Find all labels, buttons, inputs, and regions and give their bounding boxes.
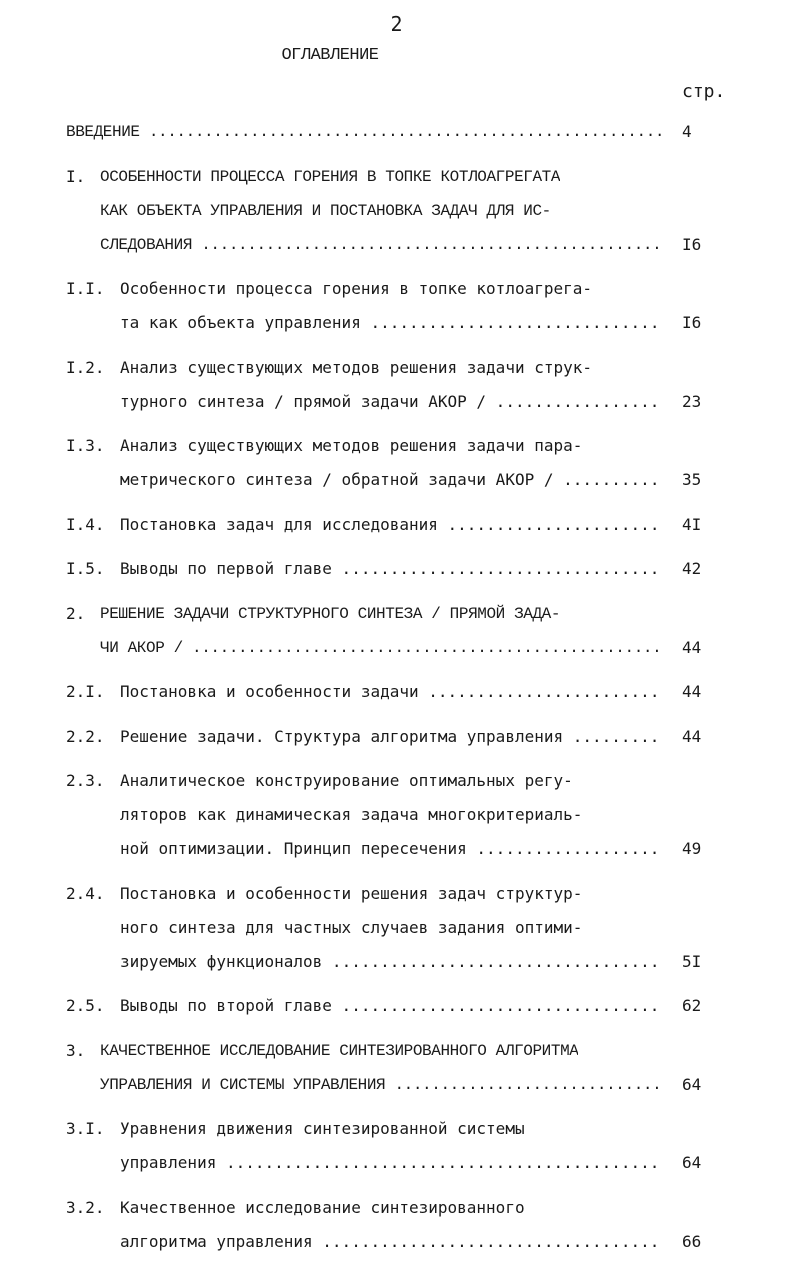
toc-entry-text bbox=[120, 1225, 661, 1259]
toc-entry-title: Анализ существующих методов решения задачи пара- bbox=[120, 436, 583, 455]
dot-leader bbox=[361, 313, 661, 332]
dot-leader bbox=[563, 727, 661, 746]
toc-entry-text bbox=[120, 989, 661, 1023]
toc-line bbox=[0, 597, 793, 631]
toc-entry-text bbox=[100, 631, 661, 665]
toc-entry-title: Выводы по второй главе bbox=[120, 996, 332, 1015]
toc-entry bbox=[0, 1112, 793, 1180]
toc-entry bbox=[0, 764, 793, 866]
toc-line bbox=[0, 631, 793, 665]
toc-entry-title: Постановка и особенности задачи bbox=[120, 682, 419, 701]
toc-page-number: I6 bbox=[682, 313, 702, 332]
toc-entry-text bbox=[120, 832, 661, 866]
toc-line bbox=[0, 1034, 793, 1068]
toc-entry bbox=[0, 508, 793, 542]
toc-entry bbox=[0, 272, 793, 340]
toc-entry-title: КАК ОБЪЕКТА УПРАВЛЕНИЯ И ПОСТАНОВКА ЗАДАЧ ДЛЯ ИС- bbox=[100, 201, 551, 220]
toc-entry-title: зируемых функционалов bbox=[120, 951, 323, 971]
toc-line bbox=[0, 351, 793, 385]
toc-page-number: 62 bbox=[682, 996, 702, 1015]
toc-entry-text bbox=[120, 675, 661, 709]
toc-page-number: 66 bbox=[682, 1231, 702, 1251]
toc-entry-title: Анализ существующих методов решения задачи струк- bbox=[120, 357, 593, 377]
page-number: 2 bbox=[390, 12, 403, 36]
toc-entry-text bbox=[120, 911, 582, 945]
toc-entry-title: КАЧЕСТВЕННОЕ ИССЛЕДОВАНИЕ СИНТЕЗИРОВАННОГО АЛГОРИТМА bbox=[100, 1041, 579, 1060]
toc-page-number: I6 bbox=[682, 234, 702, 254]
toc-entry-title: та как объекта управления bbox=[120, 313, 361, 332]
toc-entry-title: управления bbox=[120, 1153, 217, 1172]
toc-entry-title: Качественное исследование синтезированного bbox=[120, 1197, 525, 1217]
toc-entry-number: I.3. bbox=[66, 436, 105, 455]
dot-leader bbox=[192, 236, 661, 254]
toc-entry-number: 2. bbox=[66, 603, 86, 623]
toc-line bbox=[0, 911, 793, 945]
toc-entry-title: ной оптимизации. Принцип пересечения bbox=[120, 839, 467, 858]
toc-page-number: 42 bbox=[682, 559, 702, 578]
toc-page-number: 23 bbox=[682, 391, 702, 411]
toc-entry-title: РЕШЕНИЕ ЗАДАЧИ СТРУКТУРНОГО СИНТЕЗА / ПРЯМОЙ ЗАДА- bbox=[100, 604, 561, 623]
toc-entry-title: турного синтеза / прямой задачи АКОР / bbox=[120, 391, 487, 411]
toc-line bbox=[0, 945, 793, 979]
toc-line bbox=[0, 306, 793, 340]
toc-entry bbox=[0, 115, 793, 149]
toc-entry-number: 3.2. bbox=[66, 1197, 105, 1217]
dot-leader bbox=[385, 1076, 661, 1094]
toc-page-number: 49 bbox=[682, 839, 702, 858]
toc-entry-title: ОСОБЕННОСТИ ПРОЦЕССА ГОРЕНИЯ В ТОПКЕ КОТЛОАГРЕГАТА bbox=[100, 167, 561, 186]
toc-entry-title: УПРАВЛЕНИЯ И СИСТЕМЫ УПРАВЛЕНИЯ bbox=[100, 1075, 386, 1094]
toc-entry-text bbox=[120, 552, 661, 586]
toc-line bbox=[0, 1146, 793, 1180]
toc-line bbox=[0, 385, 793, 419]
toc-entry-text bbox=[120, 1112, 525, 1146]
dot-leader bbox=[553, 470, 661, 489]
toc-entry-text bbox=[100, 1068, 661, 1102]
toc-line bbox=[0, 194, 793, 228]
toc-entry-number: 2.2. bbox=[66, 726, 105, 746]
toc-line bbox=[0, 272, 793, 306]
dot-leader bbox=[140, 123, 661, 141]
dot-leader bbox=[438, 515, 661, 534]
toc-entry-text bbox=[120, 463, 661, 497]
toc-page-number: 44 bbox=[682, 726, 702, 746]
toc-line bbox=[0, 1225, 793, 1259]
toc-entry-text bbox=[120, 272, 592, 306]
toc-entry-text bbox=[120, 1191, 525, 1225]
toc-entry-text bbox=[100, 1034, 578, 1068]
toc-entry bbox=[0, 1191, 793, 1259]
toc-line bbox=[0, 877, 793, 911]
toc-entry-number: I.2. bbox=[66, 357, 105, 377]
toc-page-number: 64 bbox=[682, 1153, 702, 1172]
toc-line bbox=[0, 1191, 793, 1225]
toc-entry-number: 2.3. bbox=[66, 771, 105, 790]
toc-line bbox=[0, 160, 793, 194]
toc-entry bbox=[0, 351, 793, 419]
toc-line bbox=[0, 115, 793, 149]
toc-entry-text bbox=[120, 798, 582, 832]
toc-entry-text bbox=[120, 1146, 661, 1180]
dot-leader bbox=[216, 1153, 661, 1172]
toc-entry bbox=[0, 597, 793, 665]
toc-entry-text bbox=[100, 597, 560, 631]
page-title: ОГЛАВЛЕНИЕ bbox=[281, 46, 379, 65]
toc-entry-title: алгоритма управления bbox=[120, 1231, 313, 1251]
dot-leader bbox=[419, 682, 661, 701]
toc-entry-number: 3. bbox=[66, 1040, 86, 1060]
toc-entry-title: ляторов как динамическая задача многокритериаль- bbox=[120, 805, 583, 824]
toc-entry-text bbox=[100, 228, 661, 262]
toc-entry-title: СЛЕДОВАНИЯ bbox=[100, 235, 193, 254]
toc-entry-text bbox=[120, 429, 582, 463]
toc-entry-title: ного синтеза для частных случаев задания оптими- bbox=[120, 917, 583, 937]
toc-entry-number: 3.I. bbox=[66, 1119, 105, 1138]
toc-entry-title: Уравнения движения синтезированной системы bbox=[120, 1119, 525, 1138]
toc-entry-title: Аналитическое конструирование оптимальных регу- bbox=[120, 771, 573, 790]
toc-entry bbox=[0, 1034, 793, 1102]
toc-entry-text bbox=[120, 508, 661, 542]
toc-entry-number: I. bbox=[66, 166, 86, 186]
toc-entry-number: I.5. bbox=[66, 559, 105, 578]
toc-page-number: 44 bbox=[682, 682, 702, 701]
dot-leader bbox=[332, 559, 661, 578]
toc-page-number: 64 bbox=[682, 1074, 702, 1094]
toc-page-number: 44 bbox=[682, 637, 702, 657]
dot-leader bbox=[486, 392, 661, 411]
toc-line bbox=[0, 429, 793, 463]
toc-line bbox=[0, 228, 793, 262]
toc-entry bbox=[0, 552, 793, 586]
toc-line bbox=[0, 1068, 793, 1102]
toc-entry-title: ВВЕДЕНИЕ bbox=[66, 123, 140, 141]
toc-line bbox=[0, 832, 793, 866]
toc-entry bbox=[0, 429, 793, 497]
toc-line bbox=[0, 552, 793, 586]
toc-entry-title: метрического синтеза / обратной задачи АКОР / bbox=[120, 470, 554, 489]
toc-entry-text bbox=[100, 194, 551, 228]
toc-entry bbox=[0, 720, 793, 754]
toc-line bbox=[0, 1112, 793, 1146]
table-of-contents bbox=[0, 115, 793, 1269]
toc-page-number: 4 bbox=[682, 122, 692, 141]
toc-entry-title: Постановка и особенности решения задач структур- bbox=[120, 883, 583, 903]
toc-entry-text bbox=[120, 877, 582, 911]
toc-page-number: 35 bbox=[682, 470, 702, 489]
toc-entry-number: I.I. bbox=[66, 279, 105, 298]
toc-line bbox=[0, 989, 793, 1023]
toc-entry-title: Постановка задач для исследования bbox=[120, 514, 438, 534]
toc-entry-text bbox=[120, 351, 592, 385]
toc-entry-text bbox=[120, 306, 661, 340]
toc-line bbox=[0, 675, 793, 709]
toc-page-number: 5I bbox=[682, 951, 702, 971]
dot-leader bbox=[467, 839, 661, 858]
dot-leader bbox=[183, 639, 661, 657]
toc-line bbox=[0, 508, 793, 542]
toc-entry bbox=[0, 160, 793, 262]
toc-entry-text bbox=[120, 385, 661, 419]
toc-entry bbox=[0, 989, 793, 1023]
page-column-label: стр. bbox=[682, 81, 726, 102]
dot-leader bbox=[332, 996, 661, 1015]
toc-entry-text bbox=[100, 160, 560, 194]
toc-entry-text bbox=[120, 764, 573, 798]
toc-entry-number: I.4. bbox=[66, 514, 105, 534]
dot-leader bbox=[322, 952, 661, 971]
toc-line bbox=[0, 764, 793, 798]
toc-entry-number: 2.4. bbox=[66, 883, 105, 903]
toc-entry-title: Особенности процесса горения в топке котлоагрега- bbox=[120, 279, 593, 298]
toc-entry-title: Решение задачи. Структура алгоритма управления bbox=[120, 726, 564, 746]
toc-entry-text bbox=[120, 720, 661, 754]
toc-entry-title: ЧИ АКОР / bbox=[100, 638, 183, 657]
toc-line bbox=[0, 798, 793, 832]
toc-entry-number: 2.I. bbox=[66, 682, 105, 701]
toc-entry-title: Выводы по первой главе bbox=[120, 559, 332, 578]
dot-leader bbox=[313, 1232, 661, 1251]
toc-line bbox=[0, 463, 793, 497]
toc-entry-text bbox=[120, 945, 661, 979]
toc-page-number: 4I bbox=[682, 514, 702, 534]
toc-entry-text bbox=[66, 115, 661, 149]
toc-entry bbox=[0, 877, 793, 979]
toc-line bbox=[0, 720, 793, 754]
toc-entry bbox=[0, 675, 793, 709]
toc-entry-number: 2.5. bbox=[66, 996, 105, 1015]
